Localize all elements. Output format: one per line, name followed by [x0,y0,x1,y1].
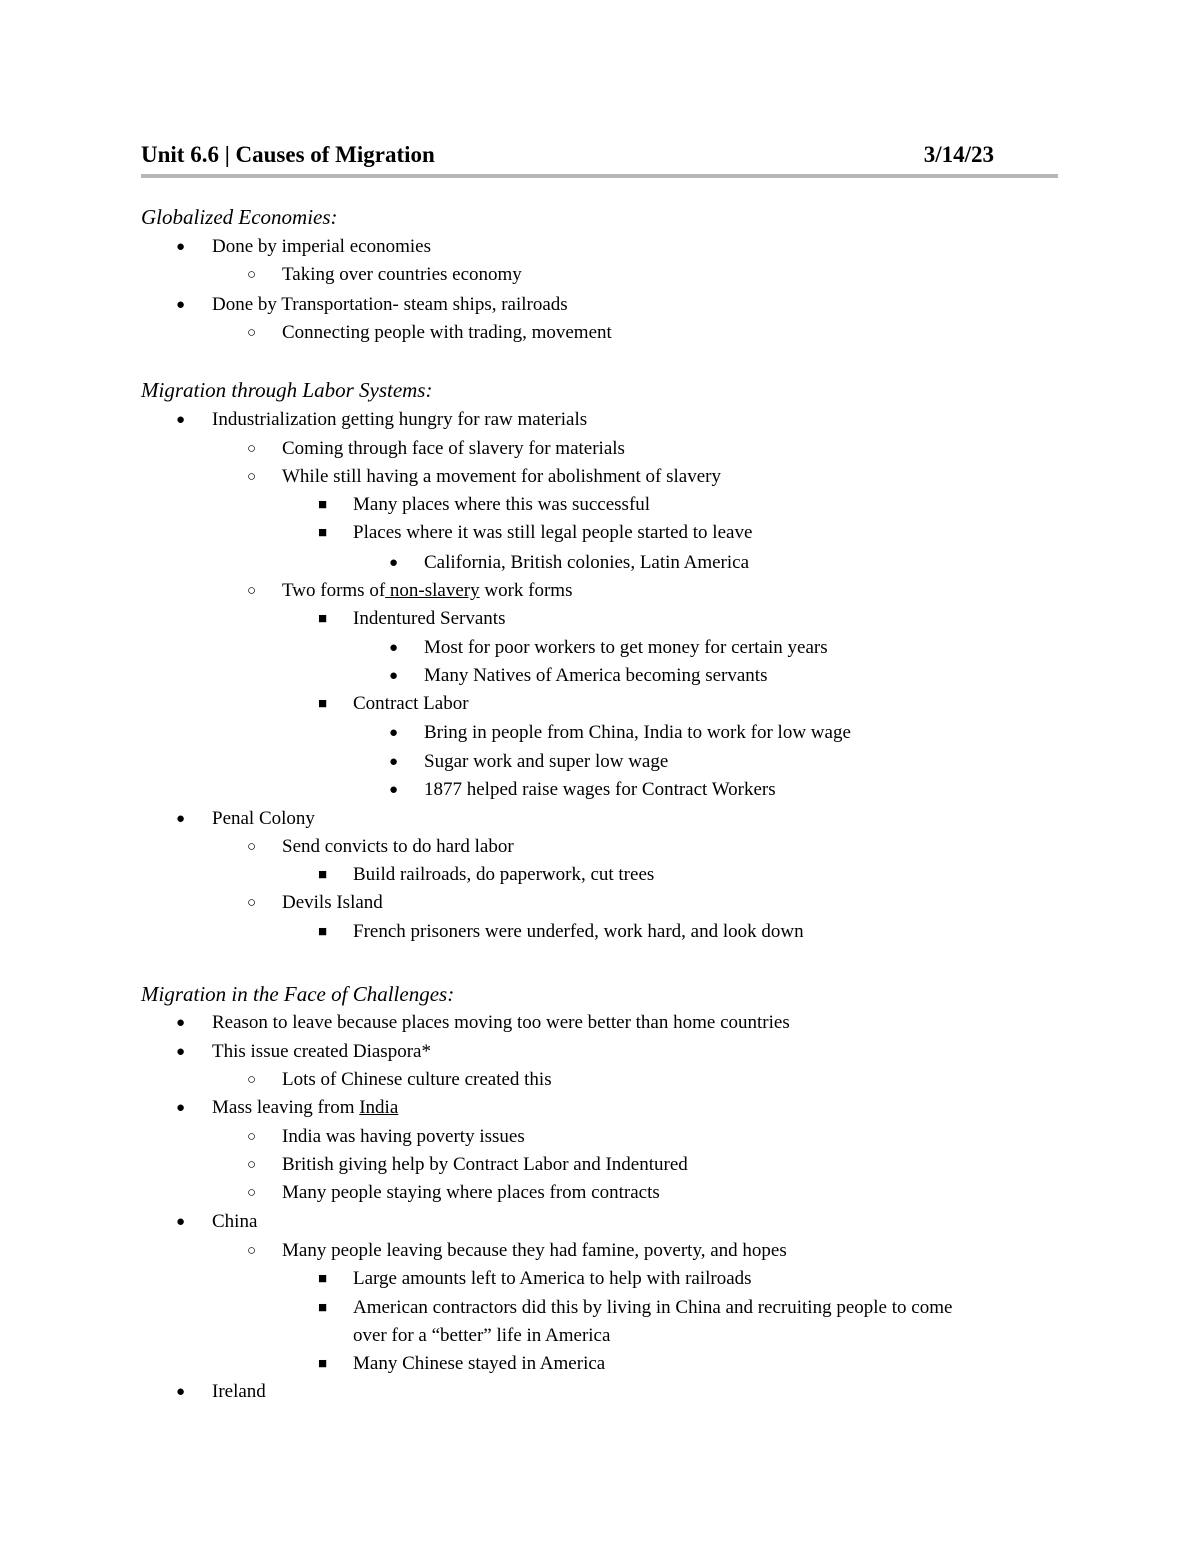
list-item: American contractors did this by living in China and recruiting people to come [353,1297,953,1318]
document-header [141,140,1058,176]
list-item: Ireland [212,1381,266,1402]
hollow-bullet-icon: ○ [247,1243,257,1259]
list-item: Industrialization getting hungry for raw materials [212,409,588,430]
hollow-bullet-icon: ○ [247,1157,257,1173]
list-item: Many people leaving because they had famine, poverty, and hopes [282,1240,787,1261]
list-item: Penal Colony [212,808,315,829]
list-item: Done by Transportation- steam ships, railroads [212,294,568,315]
list-item: Many people staying where places from contracts [282,1182,660,1203]
square-bullet-icon: ■ [318,696,328,712]
list-item: This issue created Diaspora* [212,1041,431,1062]
hollow-bullet-icon: ○ [247,469,257,485]
list-item: China [212,1211,258,1232]
list-item-text: work forms [479,580,573,601]
list-item: Many Natives of America becoming servants [424,665,768,686]
list-item: Coming through face of slavery for materials [282,438,625,459]
list-item [212,1096,398,1120]
hollow-bullet-icon: ○ [247,325,257,341]
list-item: India was having poverty issues [282,1126,525,1147]
list-item: Build railroads, do paperwork, cut trees [353,864,655,885]
underlined-term: India [359,1097,399,1118]
page-date: 3/14/23 [923,142,994,167]
list-item: Sugar work and super low wage [424,751,669,772]
bullet-icon: ● [176,1214,186,1230]
bullet-icon: ● [176,1015,186,1031]
square-bullet-icon: ■ [318,497,328,513]
square-bullet-icon: ■ [318,1300,328,1316]
list-item: Done by imperial economies [212,236,431,257]
list-item: California, British colonies, Latin America [424,552,750,573]
bullet-icon: ● [176,1044,186,1060]
list-item: French prisoners were underfed, work hard, and look down [353,921,804,942]
square-bullet-icon: ■ [318,611,328,627]
bullet-icon: ● [176,1100,186,1116]
underlined-term: non-slavery [385,580,480,601]
square-bullet-icon: ■ [318,1356,328,1372]
list-item: British giving help by Contract Labor and Indentured [282,1154,688,1175]
list-item: 1877 helped raise wages for Contract Workers [424,779,776,800]
hollow-bullet-icon: ○ [247,895,257,911]
list-item: Devils Island [282,892,383,913]
list-item: Places where it was still legal people started to leave [353,522,753,543]
list-item-text: Two forms of [282,580,386,601]
bullet-icon: ● [389,555,399,571]
list-item-text: Mass leaving from [212,1097,360,1118]
hollow-bullet-icon: ○ [247,839,257,855]
square-bullet-icon: ■ [318,525,328,541]
list-item: Contract Labor [353,693,469,714]
bullet-icon: ● [389,725,399,741]
bullet-icon: ● [176,239,186,255]
list-item: Many places where this was successful [353,494,651,515]
section-heading-face-of-challenges: Migration in the Face of Challenges: [141,982,455,1006]
list-item: While still having a movement for abolishment of slavery [282,466,722,487]
list-item: Bring in people from China, India to work for low wage [424,722,851,743]
square-bullet-icon: ■ [318,867,328,883]
section-heading-globalized-economies: Globalized Economies: [141,205,338,229]
hollow-bullet-icon: ○ [247,1072,257,1088]
list-item [282,579,573,603]
list-item: Reason to leave because places moving too were better than home countries [212,1012,790,1033]
list-item: Lots of Chinese culture created this [282,1069,552,1090]
list-item: Taking over countries economy [282,264,522,285]
list-item: Large amounts left to America to help with railroads [353,1268,752,1289]
list-item: Send convicts to do hard labor [282,836,514,857]
list-item: Most for poor workers to get money for certain years [424,637,828,658]
hollow-bullet-icon: ○ [247,583,257,599]
bullet-icon: ● [176,1384,186,1400]
square-bullet-icon: ■ [318,1271,328,1287]
bullet-icon: ● [389,640,399,656]
page-title: Unit 6.6 | Causes of Migration [141,142,435,167]
list-item-continuation: over for a “better” life in America [353,1325,611,1346]
section-heading-labor-systems: Migration through Labor Systems: [141,378,433,402]
bullet-icon: ● [176,811,186,827]
list-item: Many Chinese stayed in America [353,1353,606,1374]
bullet-icon: ● [176,412,186,428]
square-bullet-icon: ■ [318,924,328,940]
hollow-bullet-icon: ○ [247,441,257,457]
list-item: Indentured Servants [353,608,506,629]
header-divider [141,174,1058,178]
hollow-bullet-icon: ○ [247,267,257,283]
bullet-icon: ● [389,754,399,770]
list-item: Connecting people with trading, movement [282,322,612,343]
bullet-icon: ● [176,297,186,313]
hollow-bullet-icon: ○ [247,1129,257,1145]
hollow-bullet-icon: ○ [247,1185,257,1201]
bullet-icon: ● [389,668,399,684]
bullet-icon: ● [389,782,399,798]
